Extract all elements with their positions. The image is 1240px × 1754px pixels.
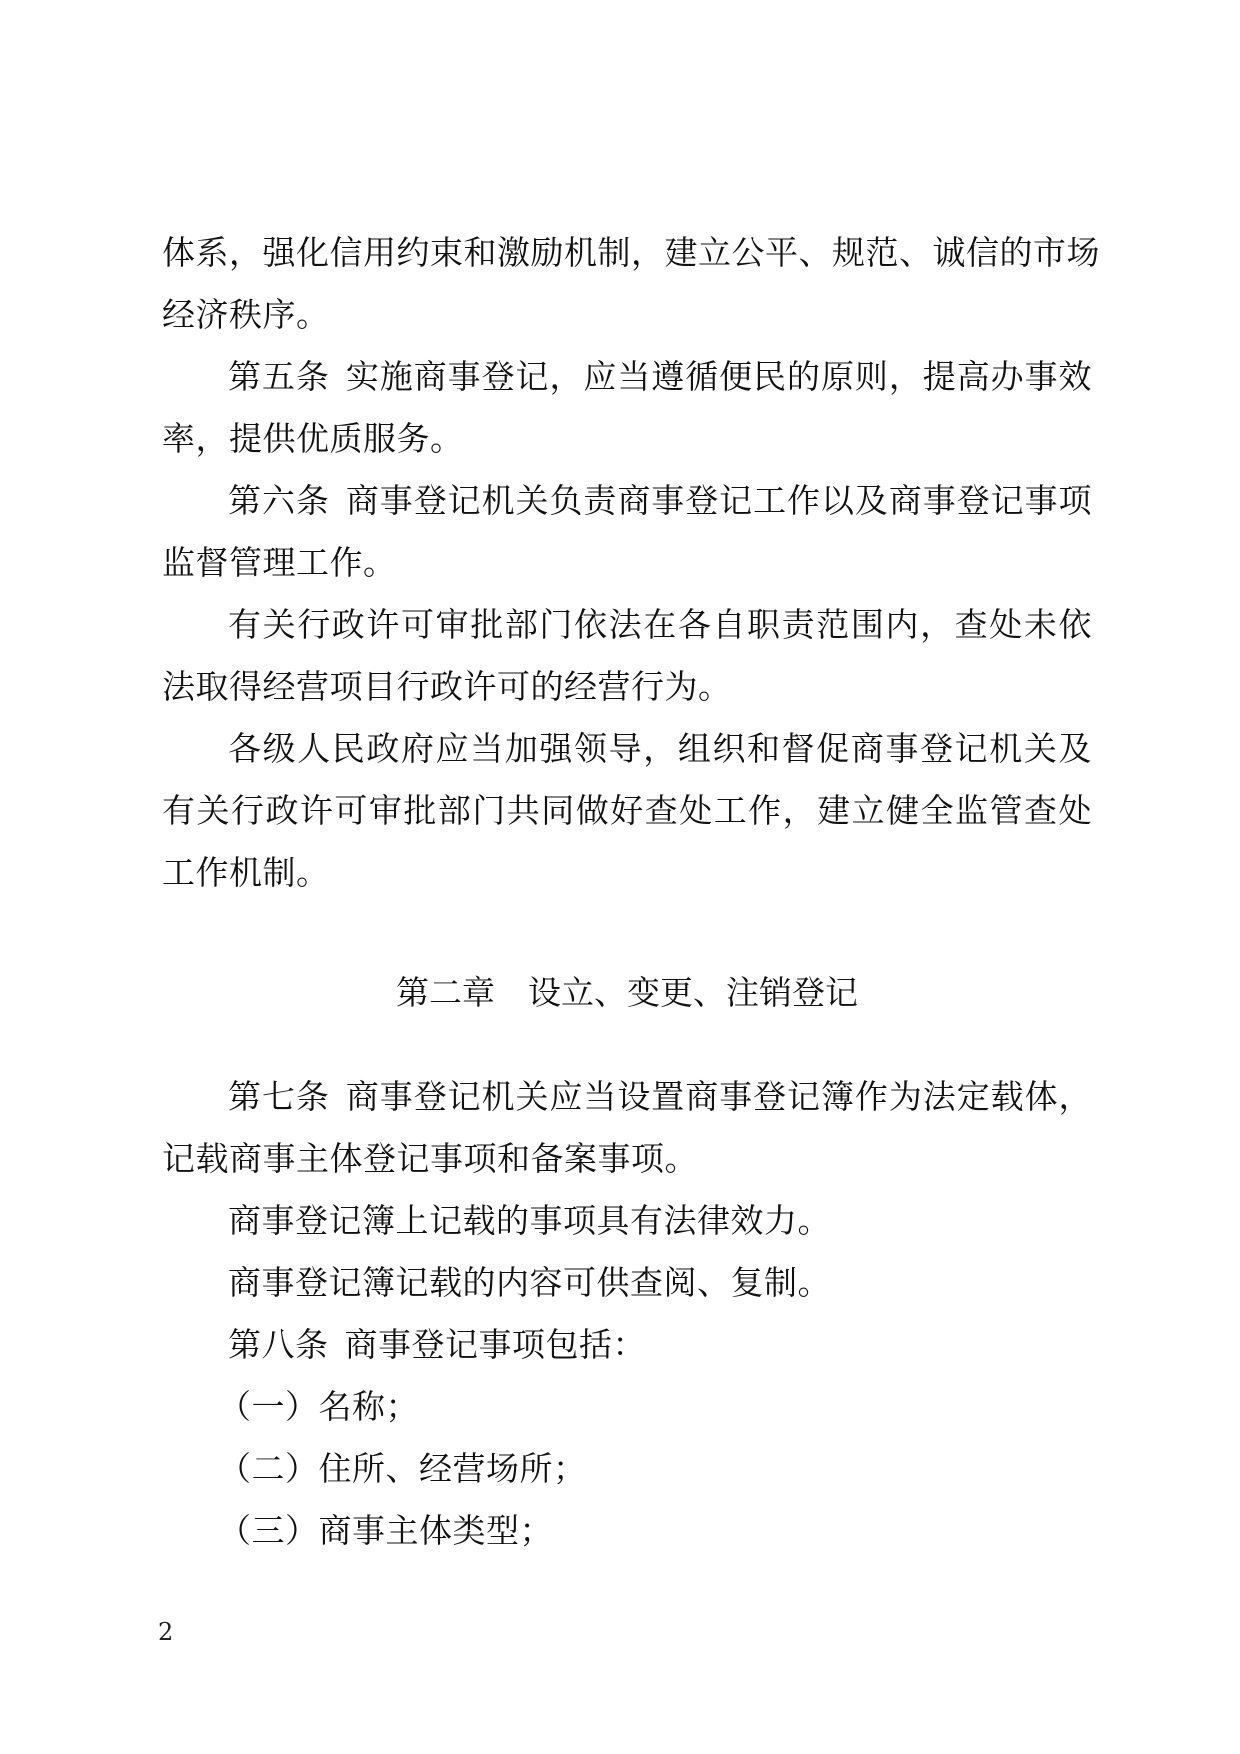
paragraph-line: 有关行政许可审批部门共同做好查处工作，建立健全监管查处 xyxy=(162,791,1092,830)
paragraph-line: 监督管理工作。 xyxy=(162,543,397,582)
paragraph-line: 工作机制。 xyxy=(162,853,330,892)
paragraph-line: 有关行政许可审批部门依法在各自职责范围内，查处未依 xyxy=(228,605,1092,644)
spacer xyxy=(162,904,1092,962)
paragraph-line: 体系，强化信用约束和激励机制，建立公平、规范、诚信的市场 xyxy=(162,233,1100,272)
chapter-heading: 第二章 设立、变更、注销登记 xyxy=(396,973,858,1012)
article-6-text: 商事登记机关负责商事登记工作以及商事登记事项 xyxy=(345,481,1092,520)
article-8-line xyxy=(162,1314,1092,1376)
article-6-line xyxy=(162,470,1092,532)
article-5-text: 实施商事登记，应当遵循便民的原则，提高办事效 xyxy=(345,357,1092,396)
paragraph-line: 法取得经营项目行政许可的经营行为。 xyxy=(162,667,732,706)
article-5-heading: 第五条 xyxy=(228,357,330,396)
paragraph-line: 商事登记簿上记载的事项具有法律效力。 xyxy=(228,1201,831,1240)
list-item: （三）商事主体类型； xyxy=(218,1511,553,1550)
spacer xyxy=(162,1024,1092,1066)
article-8-text: 商事登记事项包括： xyxy=(344,1325,646,1364)
article-8-heading: 第八条 xyxy=(228,1325,329,1364)
paragraph-line: 记载商事主体登记事项和备案事项。 xyxy=(162,1139,698,1178)
article-7-line xyxy=(162,1066,1092,1128)
page-number: 2 xyxy=(158,1618,174,1646)
list-item: （二）住所、经营场所； xyxy=(218,1449,587,1488)
paragraph-line: 商事登记簿记载的内容可供查阅、复制。 xyxy=(228,1263,831,1302)
article-7-heading: 第七条 xyxy=(228,1077,330,1116)
article-5-line xyxy=(162,346,1092,408)
paragraph-line: 经济秩序。 xyxy=(162,295,330,334)
body-text xyxy=(162,222,1100,1562)
list-item: （一）名称； xyxy=(218,1387,419,1426)
article-6-heading: 第六条 xyxy=(228,481,330,520)
article-7-text: 商事登记机关应当设置商事登记簿作为法定载体， xyxy=(345,1077,1092,1116)
paragraph-line: 各级人民政府应当加强领导，组织和督促商事登记机关及 xyxy=(228,729,1092,768)
paragraph-line: 率，提供优质服务。 xyxy=(162,419,464,458)
